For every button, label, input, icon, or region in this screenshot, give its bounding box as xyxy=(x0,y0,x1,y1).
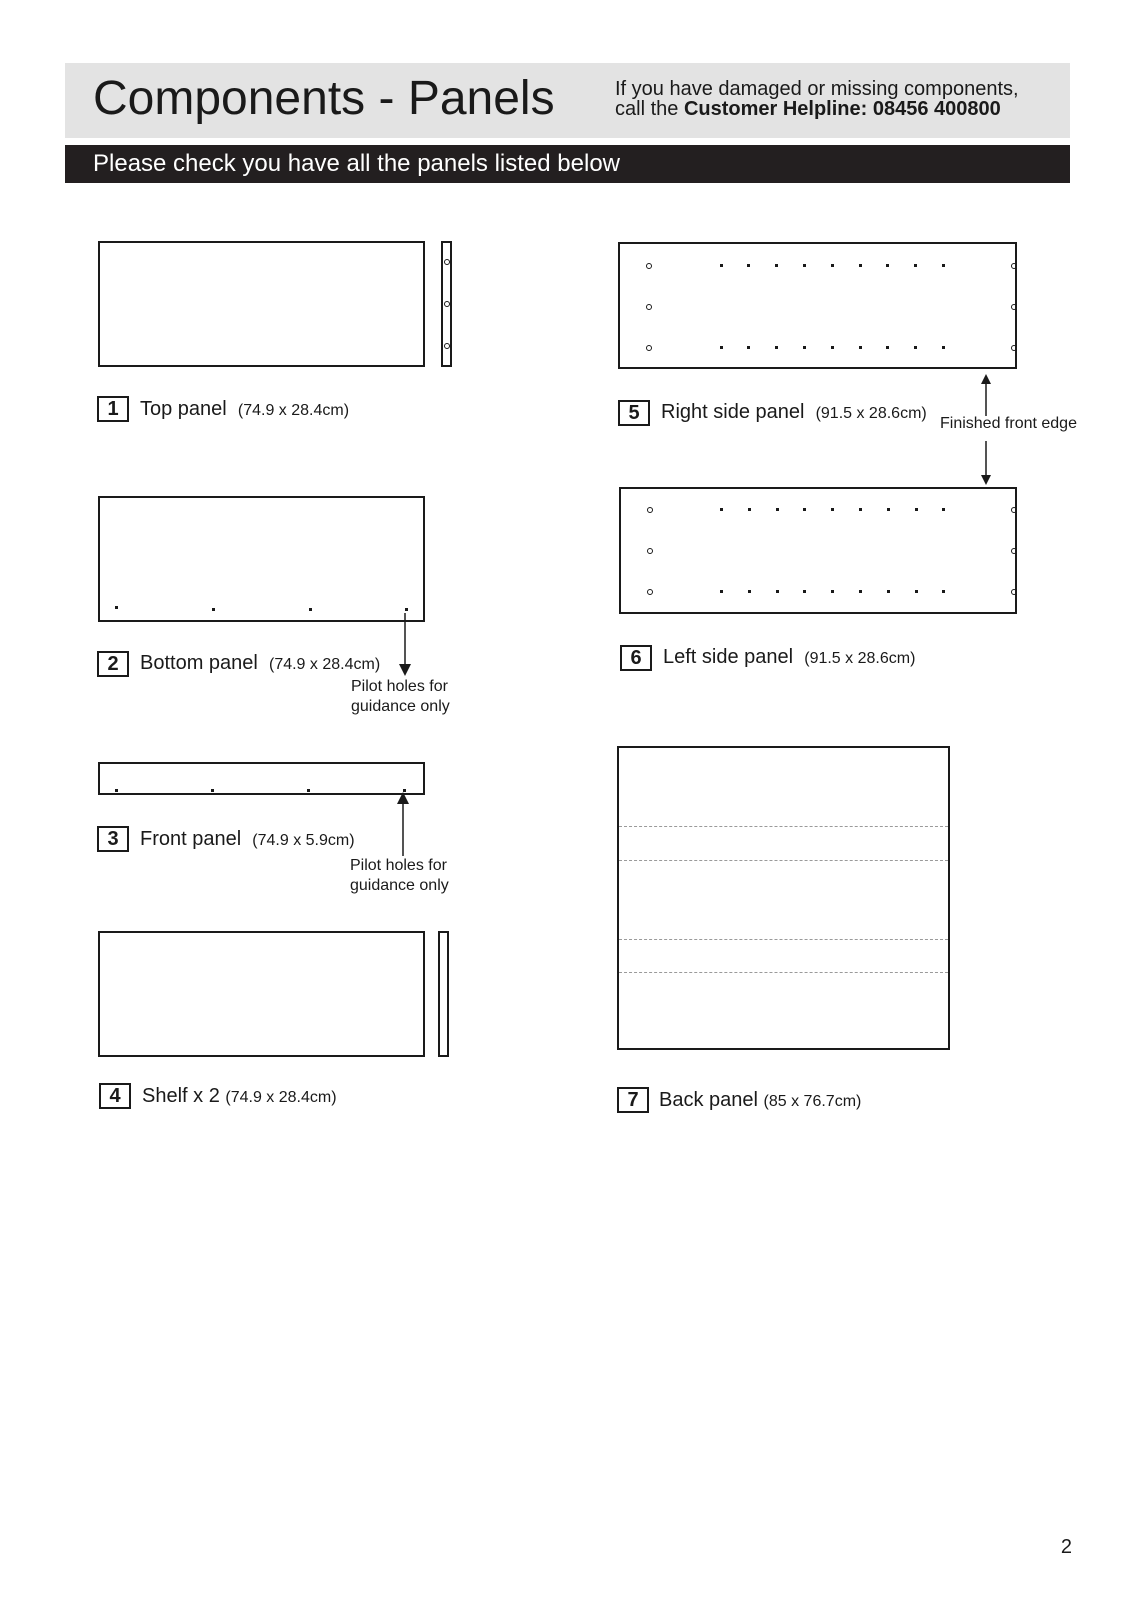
top-panel-edge-drawing xyxy=(441,241,452,367)
panel-name: Right side panel xyxy=(661,401,805,423)
dowel-hole xyxy=(444,259,450,265)
panel-label-1 xyxy=(140,397,349,423)
pilot-hole xyxy=(776,590,779,593)
top-panel-drawing xyxy=(98,241,425,367)
pilot-hole xyxy=(307,789,310,792)
pilot-hole xyxy=(747,264,750,267)
pilot-hole xyxy=(803,590,806,593)
dowel-hole xyxy=(1011,589,1017,595)
panel-dims: (91.5 x 28.6cm) xyxy=(804,650,916,667)
helpline-number: Customer Helpline: 08456 400800 xyxy=(683,98,1001,120)
helpline-line1: If you have damaged or missing components, xyxy=(615,78,1019,100)
pilot-hole xyxy=(942,508,945,511)
dowel-hole xyxy=(1011,507,1017,513)
page-number: 2 xyxy=(1060,1536,1072,1558)
pilot-hole xyxy=(942,590,945,593)
panel-number-2: 2 xyxy=(97,651,129,677)
left-side-arrowhead xyxy=(981,475,991,485)
panel-number-3: 3 xyxy=(97,826,129,852)
pilot-hole xyxy=(914,264,917,267)
pilot-hole xyxy=(859,590,862,593)
pilot-hole xyxy=(859,346,862,349)
panel-name: Shelf x 2 xyxy=(142,1085,220,1107)
pilot-hole xyxy=(720,508,723,511)
dowel-hole xyxy=(1011,345,1017,351)
pilot-hole xyxy=(942,346,945,349)
panel-label-6 xyxy=(663,645,915,671)
panel-number-5: 5 xyxy=(618,400,650,426)
pilot-hole xyxy=(887,508,890,511)
panel-label-5 xyxy=(661,400,927,426)
pilot-hole xyxy=(887,590,890,593)
right-side-arrowhead xyxy=(981,374,991,384)
bottom-panel-drawing xyxy=(98,496,425,622)
panel-dims: (74.9 x 28.4cm) xyxy=(225,1089,337,1106)
dowel-hole xyxy=(1011,263,1017,269)
bottom-panel-arrowhead xyxy=(399,664,411,676)
pilot-hole xyxy=(886,346,889,349)
dowel-hole xyxy=(646,345,652,351)
fold-line xyxy=(619,972,948,973)
pilot-holes-note-front xyxy=(350,856,449,896)
front-panel-drawing xyxy=(98,762,425,795)
panel-name: Back panel xyxy=(659,1089,758,1111)
dowel-hole xyxy=(647,507,653,513)
fold-line xyxy=(619,939,948,940)
pilot-hole xyxy=(720,346,723,349)
panel-dims: (74.9 x 28.4cm) xyxy=(237,402,350,419)
dowel-hole xyxy=(444,301,450,307)
shelf-edge-drawing xyxy=(438,931,449,1057)
panel-number-1: 1 xyxy=(97,396,129,422)
pilot-hole xyxy=(831,346,834,349)
panel-number-4: 4 xyxy=(99,1083,131,1109)
dowel-hole xyxy=(646,263,652,269)
pilot-hole xyxy=(942,264,945,267)
pilot-hole xyxy=(859,508,862,511)
panel-label-3 xyxy=(140,827,355,853)
panel-dims: (85 x 76.7cm) xyxy=(763,1093,862,1110)
panel-name: Bottom panel xyxy=(140,652,258,674)
pilot-hole xyxy=(405,608,408,611)
instruction-banner-text: Please check you have all the panels listed below xyxy=(93,150,620,177)
finished-front-edge-note: Finished front edge xyxy=(940,415,1077,432)
shelf-drawing xyxy=(98,931,425,1057)
pilot-hole xyxy=(720,590,723,593)
helpline-line2 xyxy=(615,99,1019,119)
fold-line xyxy=(619,826,948,827)
pilot-hole xyxy=(831,590,834,593)
pilot-hole xyxy=(115,789,118,792)
dowel-hole xyxy=(647,589,653,595)
title-components: Components - xyxy=(93,72,395,125)
pilot-hole xyxy=(886,264,889,267)
pilot-hole xyxy=(831,508,834,511)
pilot-hole xyxy=(914,346,917,349)
pilot-hole xyxy=(115,606,118,609)
pilot-holes-note-line1: Pilot holes for xyxy=(350,857,447,874)
panel-name: Left side panel xyxy=(663,646,794,668)
left-side-panel-drawing xyxy=(619,487,1017,614)
dowel-hole xyxy=(647,548,653,554)
pilot-hole xyxy=(803,508,806,511)
pilot-holes-note-line2: guidance only xyxy=(351,698,450,715)
panel-dims: (74.9 x 5.9cm) xyxy=(252,832,355,849)
panel-label-4 xyxy=(142,1084,337,1110)
panel-number-7: 7 xyxy=(617,1087,649,1113)
pilot-hole xyxy=(775,264,778,267)
panel-name: Top panel xyxy=(140,398,227,420)
dowel-hole xyxy=(444,343,450,349)
panel-dims: (91.5 x 28.6cm) xyxy=(815,405,927,422)
fold-line xyxy=(619,860,948,861)
pilot-hole xyxy=(803,264,806,267)
dowel-hole xyxy=(1011,304,1017,310)
pilot-hole xyxy=(212,608,215,611)
pilot-hole xyxy=(776,508,779,511)
pilot-hole xyxy=(403,789,406,792)
pilot-hole xyxy=(748,590,751,593)
panel-label-7 xyxy=(659,1088,861,1114)
panel-dims: (74.9 x 28.4cm) xyxy=(268,656,381,673)
pilot-hole xyxy=(211,789,214,792)
pilot-holes-note-line2: guidance only xyxy=(350,877,449,894)
pilot-hole xyxy=(747,346,750,349)
pilot-hole xyxy=(748,508,751,511)
pilot-hole xyxy=(309,608,312,611)
panel-label-2 xyxy=(140,651,380,677)
pilot-holes-note-line1: Pilot holes for xyxy=(351,678,448,695)
right-side-panel-drawing xyxy=(618,242,1017,369)
panel-name: Front panel xyxy=(140,828,242,850)
dowel-hole xyxy=(1011,548,1017,554)
pilot-hole xyxy=(775,346,778,349)
back-panel-drawing xyxy=(617,746,950,1050)
pilot-holes-note-bottom xyxy=(351,677,450,717)
pilot-hole xyxy=(859,264,862,267)
pilot-hole xyxy=(803,346,806,349)
pilot-hole xyxy=(915,508,918,511)
page-title xyxy=(93,71,555,127)
pilot-hole xyxy=(720,264,723,267)
pilot-hole xyxy=(831,264,834,267)
helpline-prefix: call the xyxy=(615,98,679,120)
pilot-hole xyxy=(915,590,918,593)
panel-number-6: 6 xyxy=(620,645,652,671)
helpline-text xyxy=(615,79,1019,119)
title-panels: Panels xyxy=(407,72,555,125)
dowel-hole xyxy=(646,304,652,310)
